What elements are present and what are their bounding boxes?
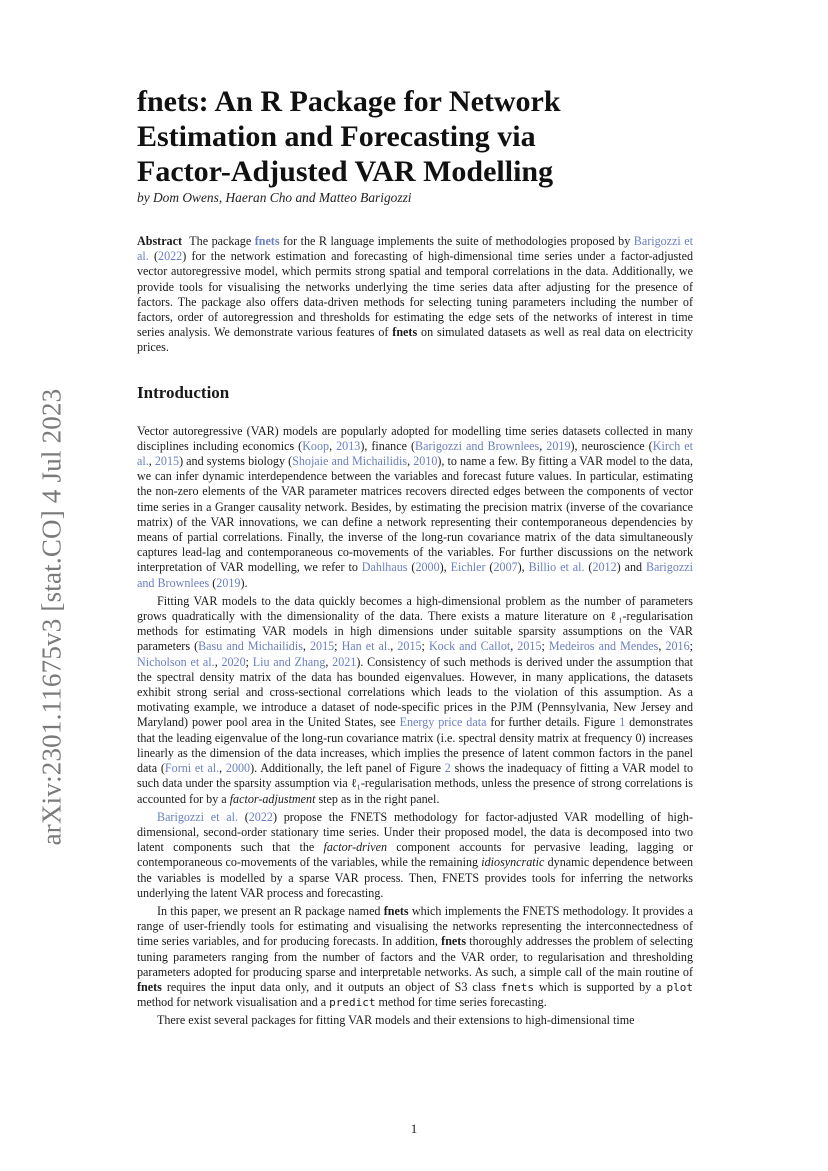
citation-link[interactable]: 2015: [154, 454, 180, 469]
citation-link[interactable]: Billio et al.: [528, 560, 585, 575]
intro-paragraph-4: In this paper, we present an R package named fnets which implements the FNETS methodology. It provides a range of user-friendly tools for estimating and visualising the networks representing the interconnectedness of time series variables, and for producing forecasts. In addition, fnets thoroughly addresses the problem of selecting tuning parameters ranging from the number of factors and the VAR order, to regularisation and thresholding parameters adopted for producing sparse and interpretable networks. As such, a simple call of the main routine of fnets requires the input data only, and it outputs an object of S3 class fnets which is supported by a plot method for network visualisation and a predict method for time series forecasting.: [137, 903, 694, 1010]
citation-link[interactable]: Shojaie and Michailidis: [292, 454, 408, 469]
abstract-label: Abstract: [137, 234, 183, 248]
code-text: predict: [329, 996, 376, 1010]
citation-link[interactable]: Liu and Zhang: [252, 654, 326, 669]
title-line: Factor-Adjusted VAR Modelling: [137, 155, 554, 188]
arxiv-sidebar: [32, 377, 72, 857]
abstract-body: The package fnets for the R language implements the suite of methodologies proposed by Barigozzi et al. (2022) for the network estimation and forecasting of high-dimensional time series under a factor-adjusted vector autoregressive model, which permits strong spatial and temporal correlations in the data. Additionally, we provide tools for visualising the networks underlying the time series data after adjusting for the presence of factors. The package also offers data-driven methods for selecting tuning parameters including the number of factors, order of autoregression and thresholds for estimating the edge sets of the networks of interest in time series analysis. We demonstrate various features of fnets on simulated datasets as well as real data on electricity prices.: [137, 234, 693, 355]
package-name: fnets: [441, 934, 467, 949]
intro-paragraph-2: Fitting VAR models to the data quickly becomes a high-dimensional problem as the number of parameters grows quadratically with the dimensionality of the data. There exists a mature literature on ℓ₁-regularisation methods for estimating VAR models in high dimensions under suitable sparsity assumptions on the VAR parameters (Basu and Michailidis, 2015; Han et al., 2015; Kock and Callot, 2015; Medeiros and Mendes, 2016; Nicholson et al., 2020; Liu and Zhang, 2021). Consistency of such methods is derived under the assumption that the spectral density matrix of the data has bounded eigenvalues. However, in many applications, the datasets exhibit strong serial and cross-sectional correlations which leads to the violation of this assumption. As a motivating example, we introduce a dataset of node-specific prices in the PJM (Pennsylvania, New Jersey and Maryland) power pool area in the United States, see Energy price data for further details. Figure 1 demonstrates that the leading eigenvalue of the long-run covariance matrix (i.e. spectral density matrix at frequency 0) increases linearly as the dimension of the data increases, which implies the presence of latent common factors in the panel data (Forni et al., 2000). Additionally, the left panel of Figure 2 shows the inadequacy of fitting a VAR model to such data under the sparsity assumption via ℓ₁-regularisation methods, unless the presence of strong correlations is accounted for by a factor-adjustment step as in the right panel.: [137, 593, 694, 806]
page-number: 1: [410, 1121, 418, 1136]
citation-link[interactable]: 1: [619, 715, 626, 730]
package-name: fnets: [392, 325, 418, 340]
citation-link[interactable]: 2015: [517, 639, 542, 654]
citation-link[interactable]: 2020: [221, 654, 246, 669]
citation-link[interactable]: 2015: [309, 639, 335, 654]
citation-link[interactable]: Han et al.: [341, 639, 391, 654]
code-text: fnets: [500, 980, 534, 994]
intro-paragraph-1: Vector autoregressive (VAR) models are popularly adopted for modelling time series datasets collected in many disciplines including economics (Koop, 2013), finance (Barigozzi and Brownlees, 2019), neuroscience (Kirch et al., 2015) and systems biology (Shojaie and Michailidis, 2010), to name a few. By fitting a VAR model to the data, we can infer dynamic interdependence between the variables and forecast future values. In particular, estimating the non-zero elements of the VAR parameter matrices recovers directed edges between the components of vector time series in a Granger causality network. Besides, by estimating the precision matrix (inverse of the covariance matrix) of the VAR innovations, we can define a network representing their contemporaneous dependencies by means of partial correlations. Finally, the inverse of the long-run covariance matrix of the data simultaneously captures lead-lag and contemporaneous co-movements of the variables. For further discussions on the network interpretation of VAR modelling, we refer to Dahlhaus (2000), Eichler (2007), Billio et al. (2012) and Barigozzi and Brownlees (2019).: [137, 423, 694, 590]
citation-link[interactable]: Barigozzi et al.: [157, 809, 238, 824]
package-name: fnets: [383, 903, 409, 918]
citation-link[interactable]: 2015: [397, 639, 422, 654]
citation-link[interactable]: 2022: [158, 249, 183, 264]
intro-paragraph-5: There exist several packages for fitting VAR models and their extensions to high-dimensional time: [157, 1013, 635, 1028]
citation-link[interactable]: 2013: [336, 438, 361, 453]
package-link[interactable]: fnets: [254, 234, 280, 248]
citation-link[interactable]: 2019: [546, 438, 571, 453]
citation-link[interactable]: 2016: [665, 639, 690, 654]
citation-link[interactable]: Energy price data: [399, 715, 487, 730]
intro-paragraph-3: Barigozzi et al. (2022) propose the FNETS methodology for factor-adjusted VAR modelling of high-dimensional, second-order stationary time series. Under their proposed model, the data is decomposed into two latent components such that the factor-driven component accounts for pervasive leading, lagging or contemporaneous co-movements of the variables, while the remaining idiosyncratic dynamic dependence between the variables is modelled by a sparse VAR process. Then, FNETS provides tools for inferring the networks underlying the latent VAR process and forecasting.: [137, 809, 693, 900]
authors: by Dom Owens, Haeran Cho and Matteo Barigozzi: [137, 190, 412, 205]
paper-page: [137, 84, 693, 1029]
citation-link[interactable]: 2022: [248, 809, 273, 824]
citation-link[interactable]: Basu and Michailidis: [198, 639, 303, 654]
citation-link[interactable]: 2010: [413, 454, 438, 469]
citation-link[interactable]: Kirch et al.: [137, 438, 693, 469]
paper-title: [137, 84, 693, 189]
citation-link[interactable]: Dahlhaus: [361, 560, 408, 575]
code-text: plot: [666, 980, 693, 994]
package-name: fnets: [137, 979, 162, 994]
abstract: [137, 234, 693, 356]
citation-link[interactable]: Barigozzi and Brownlees: [415, 438, 540, 453]
citation-link[interactable]: 2007: [493, 560, 518, 575]
emphasis-text: factor-driven: [323, 840, 388, 855]
title-line: Estimation and Forecasting via: [137, 120, 536, 153]
citation-link[interactable]: Nicholson et al.: [137, 654, 215, 669]
citation-link[interactable]: Forni et al.: [164, 761, 220, 776]
citation-link[interactable]: 2: [444, 761, 451, 776]
citation-link[interactable]: 2021: [332, 654, 357, 669]
citation-link[interactable]: Koop: [302, 438, 330, 453]
citation-link[interactable]: Eichler: [450, 560, 486, 575]
arxiv-identifier: arXiv:2301.11675v3 [stat.CO] 4 Jul 2023: [36, 388, 67, 846]
citation-link[interactable]: 2012: [592, 560, 617, 575]
title-line: fnets: An R Package for Network: [137, 85, 561, 118]
citation-link[interactable]: Kock and Callot: [428, 639, 511, 654]
citation-link[interactable]: Medeiros and Mendes: [548, 639, 659, 654]
emphasis-text: idiosyncratic: [481, 855, 545, 870]
citation-link[interactable]: 2000: [415, 560, 440, 575]
citation-link[interactable]: 2019: [216, 575, 241, 590]
citation-link[interactable]: 2000: [225, 761, 251, 776]
citation-link[interactable]: Barigozzi and Brownlees: [137, 560, 693, 590]
citation-link[interactable]: Barigozzi et al.: [137, 234, 693, 264]
emphasis-text: factor-adjustment: [229, 791, 316, 806]
section-heading-introduction: Introduction: [137, 382, 230, 402]
